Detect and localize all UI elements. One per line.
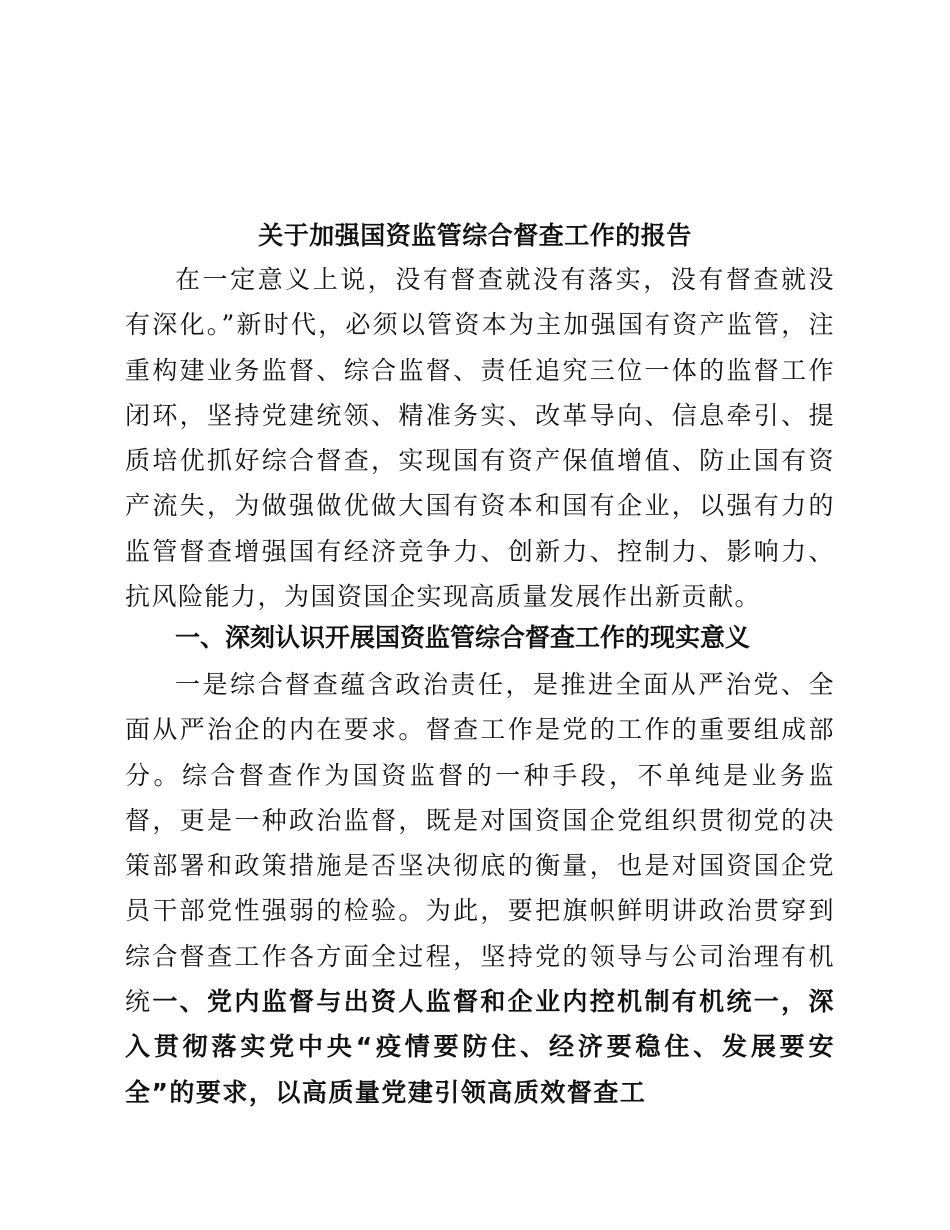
section-paragraph (125, 662, 835, 1115)
section-paragraph-regular-text: 一是综合督查蕴含政治责任，是推进全面从严治党、全面从严治企的内在要求。督查工作是党的工作的重要组成部分。综合督查作为国资监督的一种手段，不单纯是业务监督，更是一种政治监督，既是对国资国企党组织贯彻党的决策部署和政策措施是否坚决彻底的衡量，也是对国资国企党员干部党性强弱的检验。为此，要把旗帜鲜明讲政治贯穿到综合督查工作各方面全过程，坚持党的领导与公司治理有机统 (125, 670, 835, 1017)
section-heading: 一、深刻认识开展国资监管综合督查工作的现实意义 (175, 623, 751, 652)
section-paragraph-bold-text: 一、党内监督与出资人监督和企业内控机制有机统一，深入贯彻落实党中央“疫情要防住、经济要稳住、发展要安全”的要求，以高质量党建引领高质效督查工 (125, 987, 835, 1107)
document-title: 关于加强国资监管综合督查工作的报告 (258, 221, 692, 250)
intro-paragraph: 在一定意义上说，没有督查就没有落实，没有督查就没有深化。”新时代，必须以管资本为主加强国有资产监管，注重构建业务监督、综合监督、责任追究三位一体的监督工作闭环，坚持党建统领、精准务实、改革导向、信息牵引、提质培优抓好综合督查，实现国有资产保值增值、防止国有资产流失，为做强做优做大国有资本和国有企业，以强有力的监管督查增强国有经济竞争力、创新力、控制力、影响力、抗风险能力，为国资国企实现高质量发展作出新贡献。 (125, 265, 835, 612)
